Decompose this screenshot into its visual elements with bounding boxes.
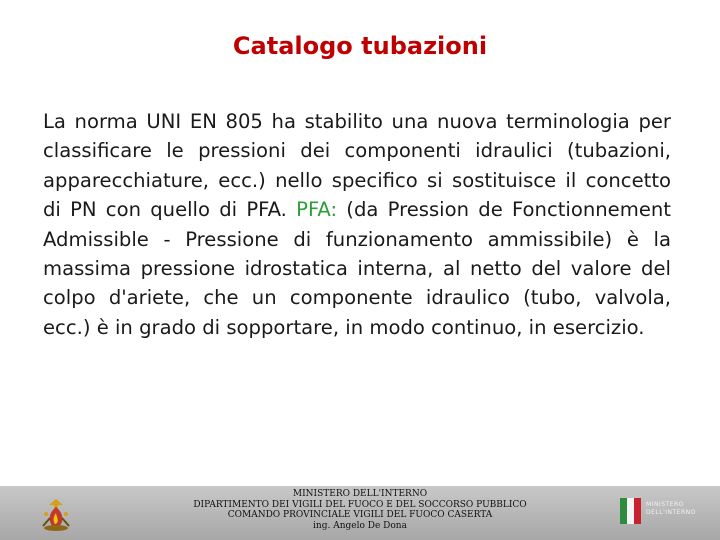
ministry-logo-text-line-1: MINISTERO	[646, 501, 684, 508]
ministry-logo-text-line-2: DELL'INTERNO	[646, 509, 696, 516]
body-text-part-2: (da Pression de Fonctionnement Admissible - Pressione di funzionamento ammissibile) è la massima pressione idrostatica interna, al netto del valore del colpo d'ariete, che un componente idraulico (tubo, valvola, ecc.) è in grado di sopportare, in modo continuo, in esercizio.	[43, 198, 671, 339]
footer-line-department: DIPARTIMENTO DEI VIGILI DEL FUOCO E DEL SOCCORSO PUBBLICO	[193, 499, 527, 510]
slide-title: Catalogo tubazioni	[232, 32, 488, 60]
footer-line-author: ing. Angelo De Dona	[313, 520, 407, 531]
footer-bar	[0, 486, 720, 540]
footer-line-command: COMANDO PROVINCIALE VIGILI DEL FUOCO CASERTA	[227, 510, 493, 520]
pfa-highlight: PFA:	[296, 198, 338, 222]
footer-institution-text	[180, 489, 540, 531]
slide-body-text	[43, 107, 671, 342]
italian-flag-icon	[620, 498, 642, 524]
ministry-logo-text	[646, 501, 700, 517]
footer-line-ministry: MINISTERO DELL'INTERNO	[292, 489, 428, 499]
body-text-part-1: La norma UNI EN 805 ha stabilito una nuova terminologia per classificare le pressioni dei componenti idraulici (tubazioni, apparecchiature, ecc.) nello specifico si sostituisce il concetto di PN con quello di PFA.	[43, 110, 671, 222]
fire-brigade-emblem-icon	[36, 496, 76, 536]
ministry-logo	[620, 498, 700, 526]
